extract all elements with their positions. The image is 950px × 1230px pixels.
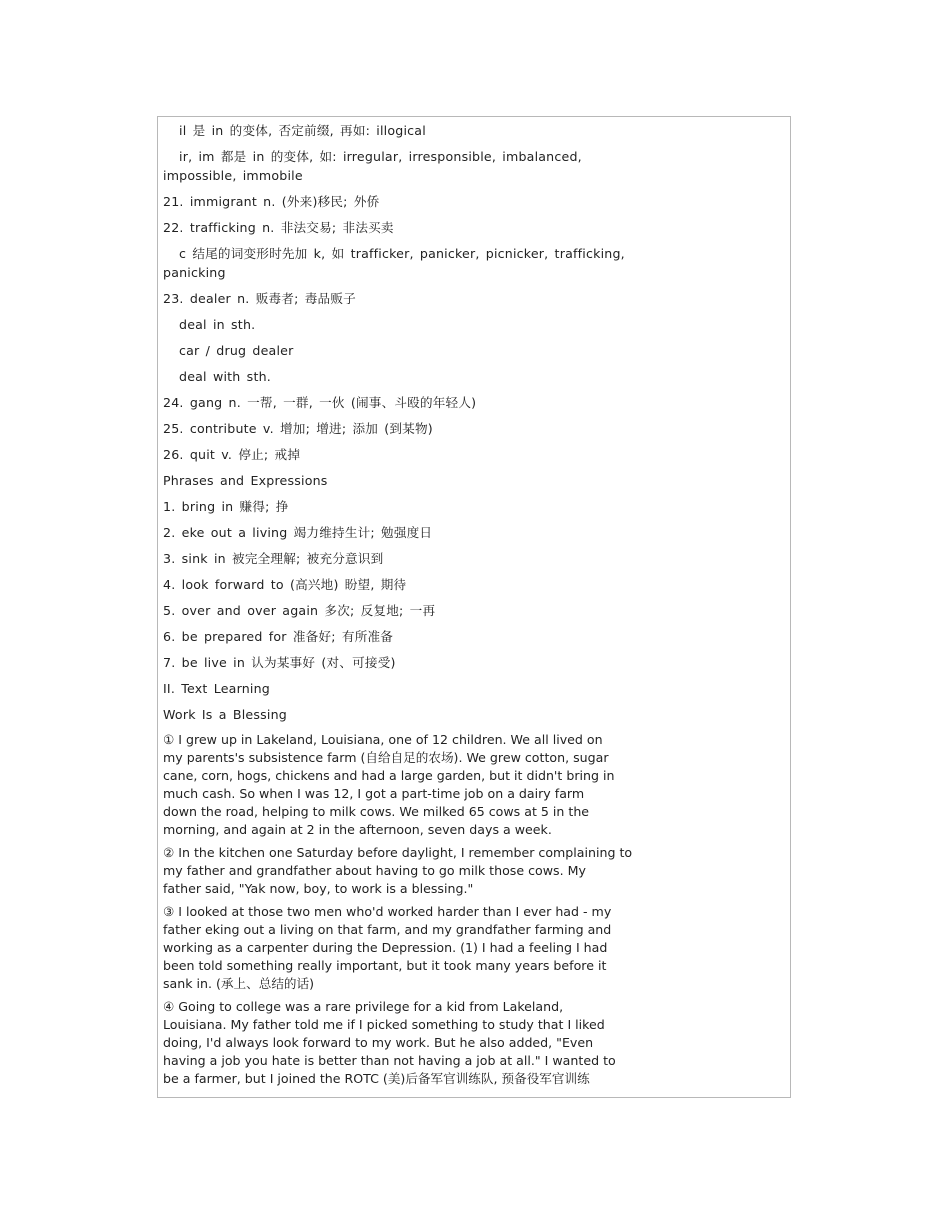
paragraph-line: working as a carpenter during the Depression. (1) I had a feeling I had bbox=[163, 940, 608, 955]
paragraph-line: been told something really important, but it took many years before it bbox=[163, 958, 607, 973]
paragraph-line: down the road, helping to milk cows. We milked 65 cows at 5 in the bbox=[163, 804, 590, 819]
phrase-entry: 1. bring in 赚得; 挣 bbox=[163, 499, 289, 514]
note-line: panicking bbox=[163, 265, 226, 280]
section-heading: Phrases and Expressions bbox=[163, 473, 328, 488]
paragraph-line: morning, and again at 2 in the afternoon, seven days a week. bbox=[163, 822, 552, 837]
note-line: impossible, immobile bbox=[163, 168, 303, 183]
usage-line: deal in sth. bbox=[179, 317, 256, 332]
text-paragraph-1 bbox=[163, 731, 782, 839]
paragraph-line: ① I grew up in Lakeland, Louisiana, one of 12 children. We all lived on bbox=[163, 732, 603, 747]
vocab-entry: 24. gang n. 一帮, 一群, 一伙 (闹事、斗殴的年轻人) bbox=[163, 395, 477, 410]
paragraph-line: doing, I'd always look forward to my work. But he also added, "Even bbox=[163, 1035, 594, 1050]
note-line: ir, im 都是 in 的变体, 如: irregular, irresponsible, imbalanced, bbox=[179, 149, 582, 164]
phrase-entry: 2. eke out a living 竭力维持生计; 勉强度日 bbox=[163, 525, 433, 540]
text-paragraph-2 bbox=[163, 844, 782, 898]
paragraph-line: having a job you hate is better than not having a job at all." I wanted to bbox=[163, 1053, 616, 1068]
text-paragraph-3 bbox=[163, 903, 782, 993]
text-paragraph-4 bbox=[163, 998, 782, 1088]
paragraph-line: father said, "Yak now, boy, to work is a blessing." bbox=[163, 881, 474, 896]
vocab-entry: 22. trafficking n. 非法交易; 非法买卖 bbox=[163, 220, 394, 235]
paragraph-line: father eking out a living on that farm, and my grandfather farming and bbox=[163, 922, 612, 937]
phrase-entry: 4. look forward to (高兴地) 盼望, 期待 bbox=[163, 577, 407, 592]
text-title: Work Is a Blessing bbox=[163, 707, 287, 722]
note-line: c 结尾的词变形时先加 k, 如 trafficker, panicker, picnicker, trafficking, bbox=[179, 246, 625, 261]
paragraph-line: my parents's subsistence farm (自给自足的农场). We grew cotton, sugar bbox=[163, 750, 609, 765]
paragraph-line: be a farmer, but I joined the ROTC (美)后备军官训练队, 预备役军官训练 bbox=[163, 1071, 590, 1086]
note-line: il 是 in 的变体, 否定前缀, 再如: illogical bbox=[179, 123, 426, 138]
paragraph-line: ④ Going to college was a rare privilege for a kid from Lakeland, bbox=[163, 999, 564, 1014]
paragraph-line: much cash. So when I was 12, I got a part-time job on a dairy farm bbox=[163, 786, 585, 801]
vocab-entry: 25. contribute v. 增加; 增进; 添加 (到某物) bbox=[163, 421, 433, 436]
phrase-entry: 6. be prepared for 准备好; 有所准备 bbox=[163, 629, 394, 644]
paragraph-line: sank in. (承上、总结的话) bbox=[163, 976, 315, 991]
usage-line: car / drug dealer bbox=[179, 343, 294, 358]
phrase-entry: 3. sink in 被完全理解; 被充分意识到 bbox=[163, 551, 384, 566]
usage-line: deal with sth. bbox=[179, 369, 271, 384]
paragraph-line: Louisiana. My father told me if I picked something to study that I liked bbox=[163, 1017, 605, 1032]
phrase-entry: 5. over and over again 多次; 反复地; 一再 bbox=[163, 603, 436, 618]
document-frame bbox=[157, 116, 791, 1098]
paragraph-line: my father and grandfather about having to go milk those cows. My bbox=[163, 863, 586, 878]
paragraph-line: ③ I looked at those two men who'd worked harder than I ever had - my bbox=[163, 904, 612, 919]
paragraph-line: cane, corn, hogs, chickens and had a large garden, but it didn't bring in bbox=[163, 768, 615, 783]
paragraph-line: ② In the kitchen one Saturday before daylight, I remember complaining to bbox=[163, 845, 633, 860]
vocab-entry: 21. immigrant n. (外来)移民; 外侨 bbox=[163, 194, 380, 209]
vocab-entry: 26. quit v. 停止; 戒掉 bbox=[163, 447, 301, 462]
vocab-entry: 23. dealer n. 贩毒者; 毒品贩子 bbox=[163, 291, 356, 306]
phrase-entry: 7. be live in 认为某事好 (对、可接受) bbox=[163, 655, 396, 670]
section-heading: II. Text Learning bbox=[163, 681, 270, 696]
